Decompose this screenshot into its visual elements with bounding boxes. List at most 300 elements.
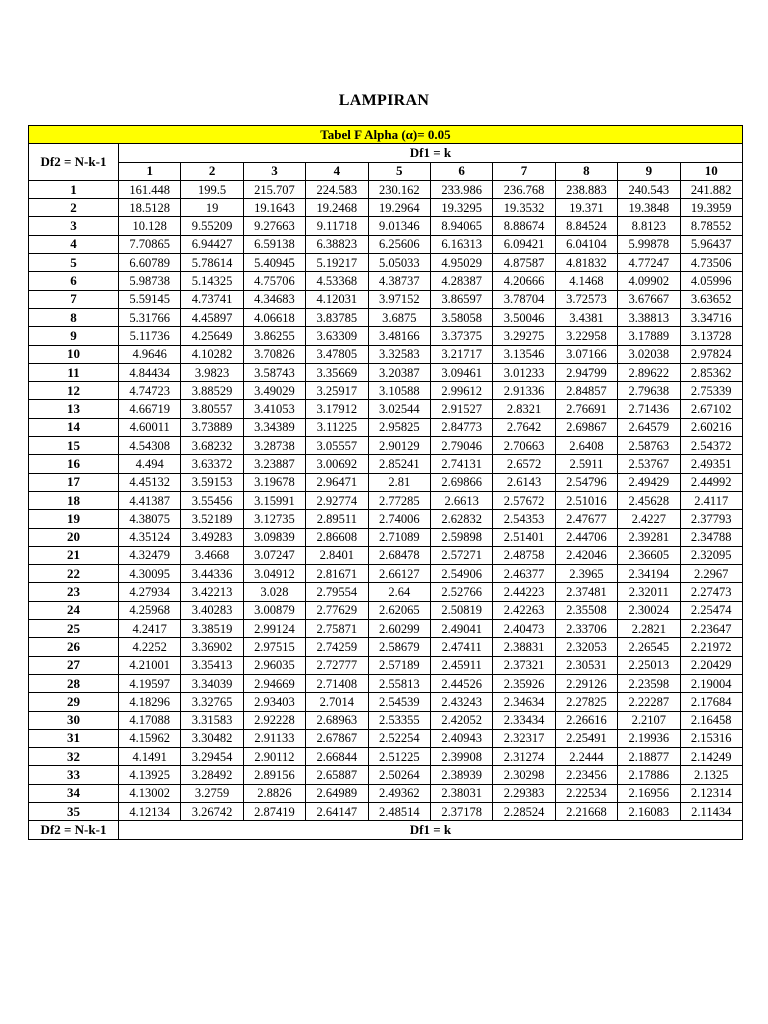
df2-value: 18 bbox=[29, 491, 119, 509]
f-value-cell: 5.14325 bbox=[181, 272, 243, 290]
table-row bbox=[29, 784, 743, 802]
f-value-cell: 2.44992 bbox=[680, 473, 742, 491]
table-row bbox=[29, 491, 743, 509]
df2-value: 11 bbox=[29, 363, 119, 381]
f-value-cell: 236.768 bbox=[493, 180, 555, 198]
f-value-cell: 3.29275 bbox=[493, 327, 555, 345]
df2-value: 25 bbox=[29, 620, 119, 638]
f-value-cell: 3.34039 bbox=[181, 674, 243, 692]
f-value-cell: 2.38831 bbox=[493, 638, 555, 656]
table-row bbox=[29, 400, 743, 418]
f-value-cell: 3.80557 bbox=[181, 400, 243, 418]
df1-header: Df1 = k bbox=[119, 144, 743, 162]
f-value-cell: 2.31274 bbox=[493, 748, 555, 766]
f-value-cell: 3.00879 bbox=[243, 601, 305, 619]
f-value-cell: 2.38031 bbox=[430, 784, 492, 802]
f-value-cell: 3.2759 bbox=[181, 784, 243, 802]
column-header-df1: 1 bbox=[119, 162, 181, 180]
df2-value: 1 bbox=[29, 180, 119, 198]
f-value-cell: 2.44223 bbox=[493, 583, 555, 601]
f-value-cell: 3.78704 bbox=[493, 290, 555, 308]
f-value-cell: 19.2964 bbox=[368, 199, 430, 217]
table-row bbox=[29, 674, 743, 692]
f-value-cell: 2.69867 bbox=[555, 418, 617, 436]
f-value-cell: 2.16083 bbox=[618, 802, 680, 820]
f-value-cell: 2.51401 bbox=[493, 528, 555, 546]
table-title: Tabel F Alpha (α)= 0.05 bbox=[29, 126, 743, 144]
f-value-cell: 2.97515 bbox=[243, 638, 305, 656]
f-value-cell: 6.94427 bbox=[181, 235, 243, 253]
f-value-cell: 2.89511 bbox=[306, 510, 368, 528]
f-value-cell: 4.30095 bbox=[119, 565, 181, 583]
f-value-cell: 2.29383 bbox=[493, 784, 555, 802]
df2-value: 33 bbox=[29, 766, 119, 784]
f-value-cell: 2.52254 bbox=[368, 729, 430, 747]
f-value-cell: 4.17088 bbox=[119, 711, 181, 729]
table-row bbox=[29, 528, 743, 546]
f-value-cell: 3.73889 bbox=[181, 418, 243, 436]
f-value-cell: 2.66127 bbox=[368, 565, 430, 583]
f-value-cell: 4.74723 bbox=[119, 382, 181, 400]
f-value-cell: 2.49351 bbox=[680, 455, 742, 473]
table-row bbox=[29, 601, 743, 619]
f-value-cell: 2.16956 bbox=[618, 784, 680, 802]
f-value-cell: 2.25491 bbox=[555, 729, 617, 747]
column-header-df1: 4 bbox=[306, 162, 368, 180]
df2-value: 4 bbox=[29, 235, 119, 253]
f-value-cell: 3.23887 bbox=[243, 455, 305, 473]
f-value-cell: 3.02544 bbox=[368, 400, 430, 418]
f-value-cell: 9.27663 bbox=[243, 217, 305, 235]
f-value-cell: 8.88674 bbox=[493, 217, 555, 235]
df2-value: 15 bbox=[29, 437, 119, 455]
f-value-cell: 18.5128 bbox=[119, 199, 181, 217]
f-value-cell: 3.36902 bbox=[181, 638, 243, 656]
f-value-cell: 2.19936 bbox=[618, 729, 680, 747]
f-value-cell: 3.09461 bbox=[430, 363, 492, 381]
f-value-cell: 3.15991 bbox=[243, 491, 305, 509]
f-value-cell: 2.32095 bbox=[680, 546, 742, 564]
f-value-cell: 2.94669 bbox=[243, 674, 305, 692]
f-value-cell: 4.15962 bbox=[119, 729, 181, 747]
table-row bbox=[29, 199, 743, 217]
f-value-cell: 2.6143 bbox=[493, 473, 555, 491]
f-value-cell: 2.74259 bbox=[306, 638, 368, 656]
f-value-cell: 8.8123 bbox=[618, 217, 680, 235]
f-value-cell: 3.49029 bbox=[243, 382, 305, 400]
f-value-cell: 3.10588 bbox=[368, 382, 430, 400]
f-value-cell: 2.32011 bbox=[618, 583, 680, 601]
f-value-cell: 4.54308 bbox=[119, 437, 181, 455]
f-value-cell: 4.13925 bbox=[119, 766, 181, 784]
f-value-cell: 2.30024 bbox=[618, 601, 680, 619]
f-value-cell: 3.48166 bbox=[368, 327, 430, 345]
f-value-cell: 2.26616 bbox=[555, 711, 617, 729]
f-value-cell: 3.05557 bbox=[306, 437, 368, 455]
f-value-cell: 9.55209 bbox=[181, 217, 243, 235]
f-value-cell: 2.8826 bbox=[243, 784, 305, 802]
f-value-cell: 2.32317 bbox=[493, 729, 555, 747]
f-value-cell: 4.19597 bbox=[119, 674, 181, 692]
f-value-cell: 2.25013 bbox=[618, 656, 680, 674]
table-row bbox=[29, 327, 743, 345]
f-value-cell: 8.94065 bbox=[430, 217, 492, 235]
f-value-cell: 2.97824 bbox=[680, 345, 742, 363]
f-value-cell: 2.64147 bbox=[306, 802, 368, 820]
f-value-cell: 19 bbox=[181, 199, 243, 217]
f-value-cell: 2.30298 bbox=[493, 766, 555, 784]
f-value-cell: 2.21972 bbox=[680, 638, 742, 656]
f-value-cell: 4.2417 bbox=[119, 620, 181, 638]
f-value-cell: 2.64 bbox=[368, 583, 430, 601]
f-value-cell: 4.09902 bbox=[618, 272, 680, 290]
f-value-cell: 2.62065 bbox=[368, 601, 430, 619]
f-value-cell: 224.583 bbox=[306, 180, 368, 198]
df2-value: 27 bbox=[29, 656, 119, 674]
f-value-cell: 2.69866 bbox=[430, 473, 492, 491]
table-row bbox=[29, 455, 743, 473]
f-value-cell: 5.99878 bbox=[618, 235, 680, 253]
f-value-cell: 2.44526 bbox=[430, 674, 492, 692]
f-value-cell: 4.05996 bbox=[680, 272, 742, 290]
f-value-cell: 2.36605 bbox=[618, 546, 680, 564]
f-value-cell: 5.05033 bbox=[368, 254, 430, 272]
f-value-cell: 2.21668 bbox=[555, 802, 617, 820]
f-value-cell: 4.06618 bbox=[243, 308, 305, 326]
f-value-cell: 4.21001 bbox=[119, 656, 181, 674]
f-value-cell: 2.77285 bbox=[368, 491, 430, 509]
f-value-cell: 4.32479 bbox=[119, 546, 181, 564]
df2-value: 7 bbox=[29, 290, 119, 308]
f-value-cell: 3.13546 bbox=[493, 345, 555, 363]
f-value-cell: 3.6875 bbox=[368, 308, 430, 326]
f-value-cell: 2.90112 bbox=[243, 748, 305, 766]
f-value-cell: 2.38939 bbox=[430, 766, 492, 784]
df2-value: 8 bbox=[29, 308, 119, 326]
f-value-cell: 3.42213 bbox=[181, 583, 243, 601]
f-value-cell: 4.9646 bbox=[119, 345, 181, 363]
column-header-df1: 10 bbox=[680, 162, 742, 180]
f-value-cell: 2.57189 bbox=[368, 656, 430, 674]
f-value-cell: 4.66719 bbox=[119, 400, 181, 418]
f-value-cell: 2.15316 bbox=[680, 729, 742, 747]
f-value-cell: 2.81 bbox=[368, 473, 430, 491]
f-value-cell: 2.58679 bbox=[368, 638, 430, 656]
f-value-cell: 2.2821 bbox=[618, 620, 680, 638]
f-value-cell: 2.59898 bbox=[430, 528, 492, 546]
f-value-cell: 2.27825 bbox=[555, 693, 617, 711]
f-value-cell: 2.66844 bbox=[306, 748, 368, 766]
f-value-cell: 3.17889 bbox=[618, 327, 680, 345]
df2-value: 35 bbox=[29, 802, 119, 820]
f-value-cell: 8.78552 bbox=[680, 217, 742, 235]
f-value-cell: 2.43243 bbox=[430, 693, 492, 711]
table-row bbox=[29, 473, 743, 491]
f-value-cell: 4.12134 bbox=[119, 802, 181, 820]
f-value-cell: 2.92774 bbox=[306, 491, 368, 509]
f-value-cell: 3.63372 bbox=[181, 455, 243, 473]
f-value-cell: 2.68478 bbox=[368, 546, 430, 564]
df2-value: 28 bbox=[29, 674, 119, 692]
f-value-cell: 3.22958 bbox=[555, 327, 617, 345]
f-value-cell: 2.72777 bbox=[306, 656, 368, 674]
f-value-cell: 2.81671 bbox=[306, 565, 368, 583]
f-value-cell: 2.85241 bbox=[368, 455, 430, 473]
page-heading: LAMPIRAN bbox=[338, 92, 430, 109]
f-value-cell: 19.3532 bbox=[493, 199, 555, 217]
f-value-cell: 3.58743 bbox=[243, 363, 305, 381]
f-value-cell: 3.63652 bbox=[680, 290, 742, 308]
f-value-cell: 199.5 bbox=[181, 180, 243, 198]
f-value-cell: 2.71408 bbox=[306, 674, 368, 692]
f-value-cell: 4.53368 bbox=[306, 272, 368, 290]
f-value-cell: 3.83785 bbox=[306, 308, 368, 326]
f-value-cell: 3.88529 bbox=[181, 382, 243, 400]
df2-value: 32 bbox=[29, 748, 119, 766]
f-value-cell: 3.07166 bbox=[555, 345, 617, 363]
f-value-cell: 2.35508 bbox=[555, 601, 617, 619]
f-value-cell: 3.55456 bbox=[181, 491, 243, 509]
f-value-cell: 2.99124 bbox=[243, 620, 305, 638]
f-value-cell: 2.94799 bbox=[555, 363, 617, 381]
f-value-cell: 2.62832 bbox=[430, 510, 492, 528]
f-value-cell: 2.89156 bbox=[243, 766, 305, 784]
f-value-cell: 2.49429 bbox=[618, 473, 680, 491]
f-value-cell: 2.12314 bbox=[680, 784, 742, 802]
f-value-cell: 2.74006 bbox=[368, 510, 430, 528]
df2-value: 34 bbox=[29, 784, 119, 802]
f-value-cell: 3.70826 bbox=[243, 345, 305, 363]
f-value-cell: 4.2252 bbox=[119, 638, 181, 656]
df2-header: Df2 = N-k-1 bbox=[29, 144, 119, 181]
f-value-cell: 2.2444 bbox=[555, 748, 617, 766]
column-numbers-row bbox=[29, 162, 743, 180]
f-value-cell: 2.91133 bbox=[243, 729, 305, 747]
f-value-cell: 5.19217 bbox=[306, 254, 368, 272]
f-value-cell: 4.84434 bbox=[119, 363, 181, 381]
f-value-cell: 2.30531 bbox=[555, 656, 617, 674]
table-row bbox=[29, 217, 743, 235]
table-body bbox=[29, 180, 743, 820]
f-value-cell: 5.11736 bbox=[119, 327, 181, 345]
f-value-cell: 2.23456 bbox=[555, 766, 617, 784]
f-value-cell: 2.44706 bbox=[555, 528, 617, 546]
f-value-cell: 3.20387 bbox=[368, 363, 430, 381]
f-value-cell: 2.76691 bbox=[555, 400, 617, 418]
df2-value: 29 bbox=[29, 693, 119, 711]
f-value-cell: 2.48514 bbox=[368, 802, 430, 820]
f-value-cell: 3.38813 bbox=[618, 308, 680, 326]
f-value-cell: 2.11434 bbox=[680, 802, 742, 820]
f-value-cell: 2.75339 bbox=[680, 382, 742, 400]
f-value-cell: 2.64989 bbox=[306, 784, 368, 802]
f-value-cell: 4.38075 bbox=[119, 510, 181, 528]
f-value-cell: 2.96471 bbox=[306, 473, 368, 491]
f-value-cell: 2.49041 bbox=[430, 620, 492, 638]
df2-value: 21 bbox=[29, 546, 119, 564]
f-value-cell: 6.16313 bbox=[430, 235, 492, 253]
f-value-cell: 2.26545 bbox=[618, 638, 680, 656]
f-value-cell: 19.2468 bbox=[306, 199, 368, 217]
table-row bbox=[29, 254, 743, 272]
f-value-cell: 2.40943 bbox=[430, 729, 492, 747]
column-header-df1: 9 bbox=[618, 162, 680, 180]
f-value-cell: 2.45628 bbox=[618, 491, 680, 509]
df2-value: 24 bbox=[29, 601, 119, 619]
table-row bbox=[29, 363, 743, 381]
f-value-cell: 2.42052 bbox=[430, 711, 492, 729]
f-value-cell: 2.7014 bbox=[306, 693, 368, 711]
f-value-cell: 2.18877 bbox=[618, 748, 680, 766]
table-row bbox=[29, 711, 743, 729]
f-value-cell: 3.9823 bbox=[181, 363, 243, 381]
f-value-cell: 2.17886 bbox=[618, 766, 680, 784]
f-value-cell: 2.71089 bbox=[368, 528, 430, 546]
f-value-cell: 2.53767 bbox=[618, 455, 680, 473]
f-value-cell: 4.494 bbox=[119, 455, 181, 473]
f-value-cell: 4.34683 bbox=[243, 290, 305, 308]
f-value-cell: 4.45132 bbox=[119, 473, 181, 491]
table-row bbox=[29, 583, 743, 601]
f-value-cell: 3.28738 bbox=[243, 437, 305, 455]
f-value-cell: 2.93403 bbox=[243, 693, 305, 711]
f-value-cell: 2.45911 bbox=[430, 656, 492, 674]
f-value-cell: 240.543 bbox=[618, 180, 680, 198]
f-value-cell: 2.71436 bbox=[618, 400, 680, 418]
f-value-cell: 5.31766 bbox=[119, 308, 181, 326]
table-row bbox=[29, 418, 743, 436]
f-value-cell: 2.60299 bbox=[368, 620, 430, 638]
f-value-cell: 3.4381 bbox=[555, 308, 617, 326]
table-row bbox=[29, 272, 743, 290]
f-value-cell: 2.50264 bbox=[368, 766, 430, 784]
f-value-cell: 6.60789 bbox=[119, 254, 181, 272]
f-value-cell: 2.54906 bbox=[430, 565, 492, 583]
f-value-cell: 3.68232 bbox=[181, 437, 243, 455]
table-row bbox=[29, 748, 743, 766]
f-value-cell: 4.60011 bbox=[119, 418, 181, 436]
table-row bbox=[29, 693, 743, 711]
f-value-cell: 2.92228 bbox=[243, 711, 305, 729]
table-footer-row bbox=[29, 821, 743, 839]
f-value-cell: 3.19678 bbox=[243, 473, 305, 491]
f-value-cell: 4.25649 bbox=[181, 327, 243, 345]
f-value-cell: 2.96035 bbox=[243, 656, 305, 674]
f-value-cell: 4.35124 bbox=[119, 528, 181, 546]
f-value-cell: 2.47411 bbox=[430, 638, 492, 656]
f-value-cell: 2.2107 bbox=[618, 711, 680, 729]
f-value-cell: 2.52766 bbox=[430, 583, 492, 601]
df2-value: 2 bbox=[29, 199, 119, 217]
f-value-cell: 2.84773 bbox=[430, 418, 492, 436]
f-value-cell: 2.4227 bbox=[618, 510, 680, 528]
f-value-cell: 3.35413 bbox=[181, 656, 243, 674]
df2-value: 31 bbox=[29, 729, 119, 747]
f-value-cell: 4.10282 bbox=[181, 345, 243, 363]
f-value-cell: 9.11718 bbox=[306, 217, 368, 235]
f-value-cell: 2.49362 bbox=[368, 784, 430, 802]
f-value-cell: 4.73741 bbox=[181, 290, 243, 308]
f-value-cell: 3.63309 bbox=[306, 327, 368, 345]
f-value-cell: 2.22534 bbox=[555, 784, 617, 802]
f-value-cell: 2.6572 bbox=[493, 455, 555, 473]
f-value-cell: 3.17912 bbox=[306, 400, 368, 418]
f-value-cell: 4.95029 bbox=[430, 254, 492, 272]
f-value-cell: 2.39908 bbox=[430, 748, 492, 766]
column-header-df1: 2 bbox=[181, 162, 243, 180]
f-value-cell: 4.45897 bbox=[181, 308, 243, 326]
f-value-cell: 2.6408 bbox=[555, 437, 617, 455]
df2-value: 26 bbox=[29, 638, 119, 656]
f-value-cell: 2.53355 bbox=[368, 711, 430, 729]
f-value-cell: 2.37793 bbox=[680, 510, 742, 528]
column-header-df1: 7 bbox=[493, 162, 555, 180]
df2-value: 9 bbox=[29, 327, 119, 345]
df1-header-row bbox=[29, 144, 743, 162]
f-value-cell: 2.1325 bbox=[680, 766, 742, 784]
f-value-cell: 3.86255 bbox=[243, 327, 305, 345]
f-value-cell: 2.77629 bbox=[306, 601, 368, 619]
f-value-cell: 19.1643 bbox=[243, 199, 305, 217]
f-value-cell: 4.38737 bbox=[368, 272, 430, 290]
f-value-cell: 2.34194 bbox=[618, 565, 680, 583]
f-value-cell: 2.50819 bbox=[430, 601, 492, 619]
f-value-cell: 2.67867 bbox=[306, 729, 368, 747]
f-value-cell: 4.87587 bbox=[493, 254, 555, 272]
table-row bbox=[29, 766, 743, 784]
f-value-cell: 3.52189 bbox=[181, 510, 243, 528]
f-value-cell: 2.75871 bbox=[306, 620, 368, 638]
f-value-cell: 3.02038 bbox=[618, 345, 680, 363]
f-value-cell: 2.23598 bbox=[618, 674, 680, 692]
f-value-cell: 2.6613 bbox=[430, 491, 492, 509]
f-value-cell: 2.16458 bbox=[680, 711, 742, 729]
f-value-cell: 2.17684 bbox=[680, 693, 742, 711]
f-value-cell: 2.23647 bbox=[680, 620, 742, 638]
f-value-cell: 3.97152 bbox=[368, 290, 430, 308]
f-value-cell: 2.91527 bbox=[430, 400, 492, 418]
f-value-cell: 2.60216 bbox=[680, 418, 742, 436]
f-value-cell: 3.41053 bbox=[243, 400, 305, 418]
f-value-cell: 9.01346 bbox=[368, 217, 430, 235]
f-value-cell: 2.68963 bbox=[306, 711, 368, 729]
f-value-cell: 3.58058 bbox=[430, 308, 492, 326]
f-value-cell: 4.28387 bbox=[430, 272, 492, 290]
f-distribution-table bbox=[28, 125, 743, 840]
f-value-cell: 4.1468 bbox=[555, 272, 617, 290]
f-value-cell: 2.47677 bbox=[555, 510, 617, 528]
f-value-cell: 5.98738 bbox=[119, 272, 181, 290]
f-value-cell: 2.86608 bbox=[306, 528, 368, 546]
f-value-cell: 3.4668 bbox=[181, 546, 243, 564]
f-value-cell: 19.371 bbox=[555, 199, 617, 217]
df2-value: 5 bbox=[29, 254, 119, 272]
f-value-cell: 5.40945 bbox=[243, 254, 305, 272]
f-value-cell: 3.67667 bbox=[618, 290, 680, 308]
df2-value: 14 bbox=[29, 418, 119, 436]
f-value-cell: 3.01233 bbox=[493, 363, 555, 381]
f-value-cell: 2.54796 bbox=[555, 473, 617, 491]
f-value-cell: 2.4117 bbox=[680, 491, 742, 509]
df2-value: 20 bbox=[29, 528, 119, 546]
f-value-cell: 3.12735 bbox=[243, 510, 305, 528]
f-value-cell: 2.58763 bbox=[618, 437, 680, 455]
f-value-cell: 5.96437 bbox=[680, 235, 742, 253]
column-header-df1: 5 bbox=[368, 162, 430, 180]
f-value-cell: 4.18296 bbox=[119, 693, 181, 711]
table-row bbox=[29, 308, 743, 326]
f-value-cell: 6.38823 bbox=[306, 235, 368, 253]
